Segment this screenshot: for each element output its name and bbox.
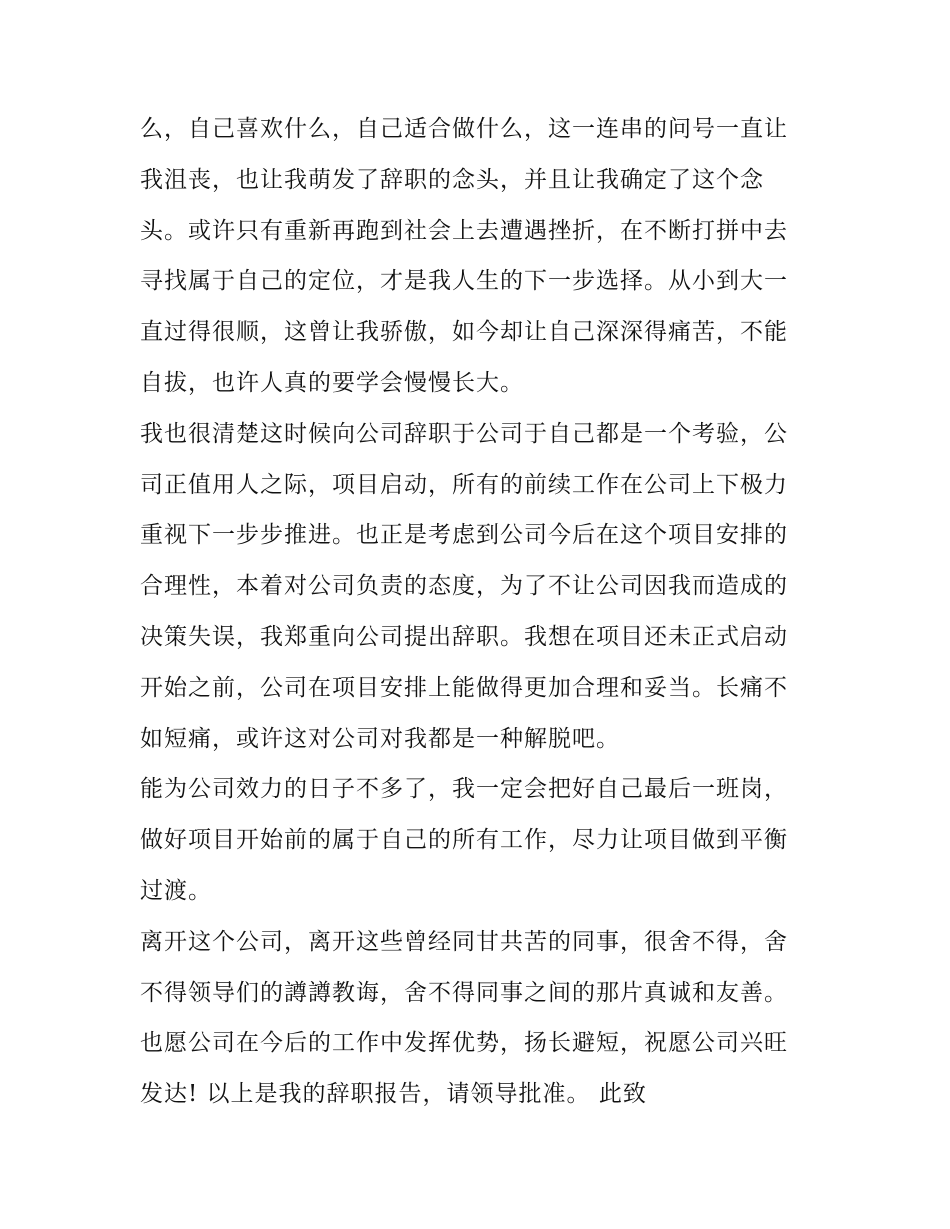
text-line: 么，自己喜欢什么，自己适合做什么，这一连串的问号一直让 — [140, 116, 788, 142]
letter-body — [140, 104, 820, 1120]
text-line: 发达! 以上是我的辞职报告，请领导批准。 此致 — [140, 1081, 647, 1108]
text-line: 也愿公司在今后的工作中发挥优势，扬长避短，祝愿公司兴旺 — [140, 1030, 788, 1057]
text-line: 离开这个公司，离开这些曾经同甘共苦的同事，很舍不得，舍 — [140, 928, 788, 955]
text-line: 不得领导们的譐譐教诲，舍不得同事之间的那片真诚和友善。 — [140, 979, 788, 1006]
text-line: 我也很清楚这时候向公司辞职于公司于自己都是一个考验，公 — [140, 420, 788, 447]
text-line: 合理性，本着对公司负责的态度，为了不让公司因我而造成的 — [140, 573, 788, 600]
text-line: 做好项目开始前的属于自己的所有工作，尽力让项目做到平衡 — [140, 827, 788, 854]
text-line: 司正值用人之际，项目启动，所有的前续工作在公司上下极力 — [140, 471, 788, 498]
text-line: 过渡。 — [140, 877, 212, 904]
text-line: 我沮丧，也让我萌发了辞职的念头，并且让我确定了这个念 — [140, 166, 764, 193]
text-line: 开始之前，公司在项目安排上能做得更加合理和妥当。长痛不 — [140, 674, 788, 701]
text-line: 寻找属于自己的定位，才是我人生的下一步选择。从小到大一 — [140, 268, 788, 295]
text-line: 重视下一步步推进。也正是考虑到公司今后在这个项目安排的 — [140, 522, 788, 549]
text-line: 头。或许只有重新再跑到社会上去遭遇挫折，在不断打拼中去 — [140, 217, 788, 244]
text-line: 直过得很顺，这曾让我骄傲，如今却让自己深深得痛苦，不能 — [140, 319, 788, 346]
text-line: 决策失误，我郑重向公司提出辞职。我想在项目还未正式启动 — [140, 623, 788, 650]
text-line: 自拔，也许人真的要学会慢慢长大。 — [140, 369, 524, 396]
text-line: 如短痛，或许这对公司对我都是一种解脱吧。 — [140, 725, 620, 752]
text-line: 能为公司效力的日子不多了，我一定会把好自己最后一班岗， — [140, 776, 788, 803]
